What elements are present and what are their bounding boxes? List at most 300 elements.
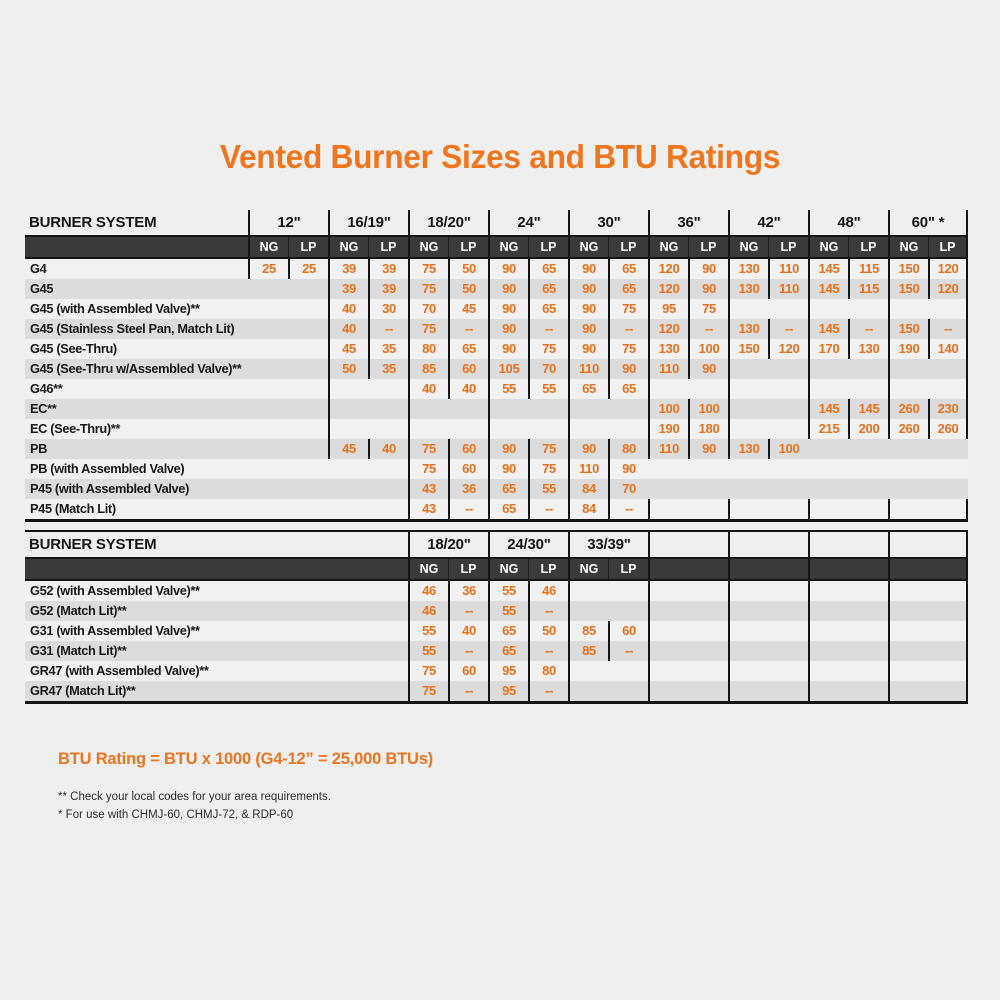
band-empty-group	[808, 559, 888, 579]
btu-value-lp	[768, 621, 808, 641]
btu-value-ng	[808, 641, 848, 661]
btu-value-lp	[848, 581, 888, 601]
btu-value-lp	[848, 681, 888, 701]
btu-value-lp: 80	[608, 439, 648, 459]
size-header	[808, 532, 888, 557]
btu-value-lp: --	[608, 499, 648, 519]
btu-value-lp: 100	[688, 339, 728, 359]
btu-value-ng: 150	[888, 319, 928, 339]
btu-value-ng	[728, 499, 768, 519]
btu-value-lp: 145	[848, 399, 888, 419]
btu-value-lp: 40	[448, 379, 488, 399]
btu-value-ng: 110	[648, 359, 688, 379]
page-title: Vented Burner Sizes and BTU Ratings	[219, 138, 781, 175]
btu-value-lp: 65	[448, 339, 488, 359]
btu-value-ng: 145	[808, 279, 848, 299]
band-spacer	[25, 237, 248, 257]
btu-value-ng	[648, 379, 688, 399]
gas-type-header-ng: NG	[408, 559, 448, 579]
btu-value-ng	[808, 601, 848, 621]
btu-value-ng	[648, 641, 688, 661]
gas-type-header-ng: NG	[648, 237, 688, 257]
btu-value-ng: 150	[728, 339, 768, 359]
size-header: 36"	[648, 210, 728, 235]
btu-value-lp: 180	[688, 419, 728, 439]
btu-value-lp: --	[688, 319, 728, 339]
btu-value-ng	[408, 419, 448, 439]
row-label: G45 (with Assembled Valve)**	[30, 301, 200, 316]
btu-value-ng	[808, 661, 848, 681]
btu-value-lp	[768, 581, 808, 601]
btu-value-lp: 75	[608, 339, 648, 359]
table-row	[25, 379, 968, 399]
btu-value-lp: --	[528, 641, 568, 661]
btu-value-lp: 50	[448, 259, 488, 279]
btu-value-lp	[288, 339, 328, 359]
row-label: G52 (with Assembled Valve)**	[30, 583, 200, 598]
btu-value-ng: 55	[488, 581, 528, 601]
row-label: PB	[30, 441, 48, 456]
btu-value-lp	[288, 319, 328, 339]
gas-type-header-lp: LP	[608, 237, 648, 257]
table-row	[25, 681, 968, 701]
band-empty-group	[648, 559, 728, 579]
btu-value-ng	[888, 601, 928, 621]
btu-value-ng	[888, 681, 928, 701]
btu-value-lp	[768, 419, 808, 439]
btu-value-ng	[328, 459, 368, 479]
btu-value-ng: 75	[408, 661, 448, 681]
gas-type-header-ng: NG	[568, 559, 608, 579]
btu-value-ng: 45	[328, 339, 368, 359]
btu-value-lp	[608, 601, 648, 621]
btu-value-lp: --	[528, 319, 568, 339]
btu-value-ng: 120	[648, 259, 688, 279]
btu-value-ng	[808, 359, 848, 379]
btu-value-lp: 55	[528, 379, 568, 399]
btu-value-lp	[608, 581, 648, 601]
btu-value-ng	[808, 581, 848, 601]
btu-value-ng: 145	[808, 399, 848, 419]
btu-value-ng	[648, 681, 688, 701]
btu-value-lp	[768, 299, 808, 319]
gas-type-header-lp: LP	[608, 559, 648, 579]
btu-value-lp: 35	[368, 359, 408, 379]
btu-value-ng	[728, 419, 768, 439]
btu-value-lp	[608, 399, 648, 419]
btu-value-ng	[888, 439, 928, 459]
btu-value-lp	[608, 681, 648, 701]
band-empty-group	[888, 559, 968, 579]
btu-value-lp: 60	[448, 359, 488, 379]
btu-value-ng	[248, 439, 288, 459]
gas-type-header-ng: NG	[248, 237, 288, 257]
table-header-row	[25, 210, 968, 235]
btu-value-ng: 46	[408, 581, 448, 601]
btu-value-lp: 75	[688, 299, 728, 319]
btu-value-lp: 120	[928, 279, 968, 299]
btu-value-ng: 84	[568, 479, 608, 499]
btu-value-ng: 190	[648, 419, 688, 439]
btu-value-lp	[368, 499, 408, 519]
btu-value-lp: 30	[368, 299, 408, 319]
btu-value-ng	[248, 399, 288, 419]
btu-value-ng	[568, 581, 608, 601]
btu-value-ng: 40	[328, 319, 368, 339]
btu-value-ng	[728, 379, 768, 399]
btu-value-ng: 75	[408, 279, 448, 299]
btu-value-lp: --	[448, 319, 488, 339]
gas-type-header-lp: LP	[528, 237, 568, 257]
btu-value-ng: 39	[328, 279, 368, 299]
btu-value-lp: --	[368, 319, 408, 339]
btu-value-ng	[248, 379, 288, 399]
btu-value-lp: 65	[528, 299, 568, 319]
btu-value-ng: 55	[488, 379, 528, 399]
btu-value-ng: 130	[728, 259, 768, 279]
btu-value-lp: 65	[528, 279, 568, 299]
btu-value-lp: 230	[928, 399, 968, 419]
btu-value-ng	[808, 479, 848, 499]
btu-value-ng	[888, 459, 928, 479]
btu-value-lp: 70	[608, 479, 648, 499]
size-header: 24"	[488, 210, 568, 235]
size-header: 24/30"	[488, 532, 568, 557]
btu-value-ng	[888, 661, 928, 681]
btu-value-ng: 55	[408, 621, 448, 641]
band-spacer	[25, 559, 408, 579]
btu-value-ng: 75	[408, 459, 448, 479]
btu-value-ng	[808, 621, 848, 641]
btu-value-lp	[848, 601, 888, 621]
footnote-for-use-with: * For use with CHMJ-60, CHMJ-72, & RDP-60	[58, 809, 294, 821]
btu-value-ng: 90	[568, 279, 608, 299]
btu-value-lp	[688, 459, 728, 479]
btu-value-ng: 65	[488, 499, 528, 519]
btu-value-lp: 130	[848, 339, 888, 359]
row-label: EC (See-Thru)**	[30, 421, 121, 436]
btu-value-ng: 85	[408, 359, 448, 379]
size-header: 18/20"	[408, 210, 488, 235]
btu-value-ng	[568, 661, 608, 681]
btu-value-ng: 85	[568, 621, 608, 641]
btu-value-ng: 40	[328, 299, 368, 319]
btu-value-ng: 90	[568, 319, 608, 339]
btu-value-lp	[928, 621, 968, 641]
btu-value-ng	[728, 641, 768, 661]
btu-value-lp	[288, 359, 328, 379]
btu-value-lp: 60	[448, 439, 488, 459]
btu-value-lp	[448, 419, 488, 439]
btu-value-ng	[888, 359, 928, 379]
btu-value-ng	[888, 499, 928, 519]
table-row	[25, 299, 968, 319]
btu-value-lp: 115	[848, 279, 888, 299]
btu-value-lp: 65	[608, 379, 648, 399]
btu-value-lp: 90	[688, 279, 728, 299]
btu-value-lp	[368, 419, 408, 439]
btu-value-lp	[928, 601, 968, 621]
btu-value-ng: 90	[488, 279, 528, 299]
table-row	[25, 479, 968, 499]
btu-value-lp	[288, 459, 328, 479]
btu-value-lp: 80	[528, 661, 568, 681]
btu-value-lp: 50	[448, 279, 488, 299]
btu-value-ng: 130	[728, 439, 768, 459]
btu-value-lp	[848, 379, 888, 399]
btu-value-lp	[848, 459, 888, 479]
btu-value-lp	[768, 459, 808, 479]
btu-value-lp	[768, 359, 808, 379]
btu-value-lp	[928, 681, 968, 701]
table-row	[25, 459, 968, 479]
btu-value-lp	[928, 641, 968, 661]
btu-value-lp	[288, 499, 328, 519]
btu-value-lp: --	[608, 641, 648, 661]
btu-value-lp: 75	[528, 339, 568, 359]
band-empty-group	[728, 559, 808, 579]
btu-value-ng	[568, 601, 608, 621]
btu-value-lp: 100	[688, 399, 728, 419]
btu-value-lp: 75	[528, 459, 568, 479]
btu-value-lp: 35	[368, 339, 408, 359]
btu-value-lp	[928, 299, 968, 319]
btu-value-lp: 40	[448, 621, 488, 641]
gas-type-header-ng: NG	[488, 559, 528, 579]
btu-value-ng: 65	[488, 641, 528, 661]
btu-value-lp: 60	[448, 661, 488, 681]
btu-value-ng	[648, 601, 688, 621]
btu-value-lp	[768, 479, 808, 499]
btu-value-ng: 75	[408, 319, 448, 339]
btu-value-lp: 200	[848, 419, 888, 439]
row-label: P45 (with Assembled Valve)	[30, 481, 189, 496]
btu-value-lp: 110	[768, 259, 808, 279]
btu-value-ng: 75	[408, 259, 448, 279]
btu-value-ng: 75	[408, 681, 448, 701]
btu-value-ng	[728, 661, 768, 681]
btu-value-ng: 75	[408, 439, 448, 459]
table-row	[25, 601, 968, 621]
btu-value-ng	[408, 399, 448, 419]
btu-value-ng: 90	[488, 459, 528, 479]
btu-value-ng: 55	[408, 641, 448, 661]
btu-value-ng: 90	[488, 339, 528, 359]
btu-value-lp	[608, 419, 648, 439]
btu-value-lp: 65	[528, 259, 568, 279]
table-row	[25, 661, 968, 681]
btu-value-ng: 120	[648, 319, 688, 339]
size-header	[888, 532, 968, 557]
table-row	[25, 439, 968, 459]
size-header: 60" *	[888, 210, 968, 235]
btu-value-ng: 43	[408, 499, 448, 519]
gas-type-header-lp: LP	[448, 559, 488, 579]
gas-type-header-ng: NG	[888, 237, 928, 257]
btu-value-ng: 150	[888, 279, 928, 299]
btu-value-ng: 130	[648, 339, 688, 359]
btu-value-ng: 150	[888, 259, 928, 279]
btu-value-ng	[248, 479, 288, 499]
btu-value-ng	[248, 499, 288, 519]
btu-value-ng	[248, 279, 288, 299]
vented-burner-table-lower	[25, 530, 968, 704]
btu-value-lp: 115	[848, 259, 888, 279]
btu-value-lp	[688, 661, 728, 681]
btu-value-lp	[848, 439, 888, 459]
btu-value-ng: 145	[808, 259, 848, 279]
btu-value-ng: 70	[408, 299, 448, 319]
btu-value-ng	[808, 379, 848, 399]
table-row	[25, 339, 968, 359]
btu-value-ng: 130	[728, 279, 768, 299]
table-row	[25, 499, 968, 519]
btu-value-lp: --	[448, 601, 488, 621]
btu-value-ng	[328, 479, 368, 499]
btu-value-lp: 60	[448, 459, 488, 479]
row-label: G4	[30, 261, 47, 276]
gas-type-band	[25, 235, 968, 259]
btu-value-lp	[288, 439, 328, 459]
size-header: 48"	[808, 210, 888, 235]
btu-value-lp: 260	[928, 419, 968, 439]
btu-value-ng	[888, 641, 928, 661]
btu-value-ng	[728, 479, 768, 499]
btu-value-lp	[768, 641, 808, 661]
btu-value-lp: 60	[608, 621, 648, 641]
btu-value-ng	[248, 339, 288, 359]
btu-value-ng: 95	[488, 681, 528, 701]
btu-value-ng: 39	[328, 259, 368, 279]
btu-value-ng: 40	[408, 379, 448, 399]
btu-value-lp: 45	[448, 299, 488, 319]
btu-value-lp: 75	[528, 439, 568, 459]
btu-value-ng	[568, 419, 608, 439]
btu-value-ng	[328, 499, 368, 519]
btu-value-ng	[248, 419, 288, 439]
btu-rating-formula: BTU Rating = BTU x 1000 (G4-12” = 25,000 BTUs)	[58, 750, 434, 768]
btu-value-ng: 84	[568, 499, 608, 519]
btu-value-ng	[808, 681, 848, 701]
btu-value-lp: --	[448, 681, 488, 701]
table-header-row	[25, 532, 968, 557]
btu-value-ng	[728, 601, 768, 621]
btu-value-lp	[928, 459, 968, 479]
btu-value-lp	[368, 399, 408, 419]
btu-value-ng: 145	[808, 319, 848, 339]
btu-value-lp: --	[928, 319, 968, 339]
table-row	[25, 581, 968, 601]
btu-value-ng: 65	[568, 379, 608, 399]
btu-value-lp	[688, 379, 728, 399]
btu-value-lp	[288, 299, 328, 319]
row-label: EC**	[30, 401, 57, 416]
btu-value-lp	[928, 439, 968, 459]
gas-type-header-lp: LP	[288, 237, 328, 257]
table-row	[25, 279, 968, 299]
btu-value-lp: --	[448, 641, 488, 661]
gas-type-band	[25, 557, 968, 581]
btu-value-lp	[848, 359, 888, 379]
btu-value-ng	[728, 359, 768, 379]
btu-value-lp	[368, 379, 408, 399]
gas-type-header-lp: LP	[848, 237, 888, 257]
btu-value-ng: 190	[888, 339, 928, 359]
btu-value-ng: 120	[648, 279, 688, 299]
size-header	[648, 532, 728, 557]
btu-value-lp	[928, 359, 968, 379]
table-row	[25, 319, 968, 339]
btu-value-ng	[728, 681, 768, 701]
btu-value-ng: 215	[808, 419, 848, 439]
btu-value-lp	[528, 399, 568, 419]
btu-value-lp: 36	[448, 479, 488, 499]
btu-value-ng: 105	[488, 359, 528, 379]
gas-type-header-lp: LP	[528, 559, 568, 579]
btu-value-lp: 75	[608, 299, 648, 319]
btu-value-lp	[688, 681, 728, 701]
table-row	[25, 399, 968, 419]
btu-value-lp	[768, 399, 808, 419]
table-row	[25, 621, 968, 641]
btu-value-ng	[728, 621, 768, 641]
btu-value-ng	[808, 499, 848, 519]
gas-type-header-ng: NG	[568, 237, 608, 257]
size-header: 33/39"	[568, 532, 648, 557]
btu-value-ng	[248, 319, 288, 339]
btu-value-ng: 90	[488, 319, 528, 339]
row-label: G46**	[30, 381, 63, 396]
btu-value-ng: 95	[488, 661, 528, 681]
btu-value-ng	[328, 379, 368, 399]
btu-value-lp	[768, 499, 808, 519]
btu-value-lp: --	[848, 319, 888, 339]
btu-value-lp	[768, 379, 808, 399]
btu-value-lp	[848, 621, 888, 641]
btu-value-lp	[288, 419, 328, 439]
gas-type-header-ng: NG	[328, 237, 368, 257]
btu-value-ng: 260	[888, 399, 928, 419]
btu-value-lp: --	[528, 681, 568, 701]
btu-value-ng	[888, 379, 928, 399]
btu-value-ng	[888, 479, 928, 499]
btu-value-lp	[848, 641, 888, 661]
btu-value-ng: 90	[488, 439, 528, 459]
row-label: G45 (Stainless Steel Pan, Match Lit)	[30, 321, 235, 336]
size-header: 16/19"	[328, 210, 408, 235]
row-label: GR47 (with Assembled Valve)**	[30, 663, 209, 678]
btu-value-lp	[928, 479, 968, 499]
row-label: G45	[30, 281, 54, 296]
burner-system-header: BURNER SYSTEM	[29, 214, 157, 231]
gas-type-header-lp: LP	[688, 237, 728, 257]
btu-value-lp	[928, 499, 968, 519]
btu-value-ng	[888, 581, 928, 601]
row-label: G52 (Match Lit)**	[30, 603, 127, 618]
btu-value-ng: 260	[888, 419, 928, 439]
btu-value-ng: 65	[488, 479, 528, 499]
btu-value-lp	[688, 621, 728, 641]
btu-value-lp	[768, 681, 808, 701]
btu-value-lp: --	[528, 499, 568, 519]
btu-value-ng	[648, 661, 688, 681]
btu-value-ng	[648, 479, 688, 499]
btu-value-lp	[288, 379, 328, 399]
row-label: G31 (Match Lit)**	[30, 643, 127, 658]
btu-value-ng	[888, 621, 928, 641]
gas-type-header-ng: NG	[488, 237, 528, 257]
gas-type-header-ng: NG	[728, 237, 768, 257]
